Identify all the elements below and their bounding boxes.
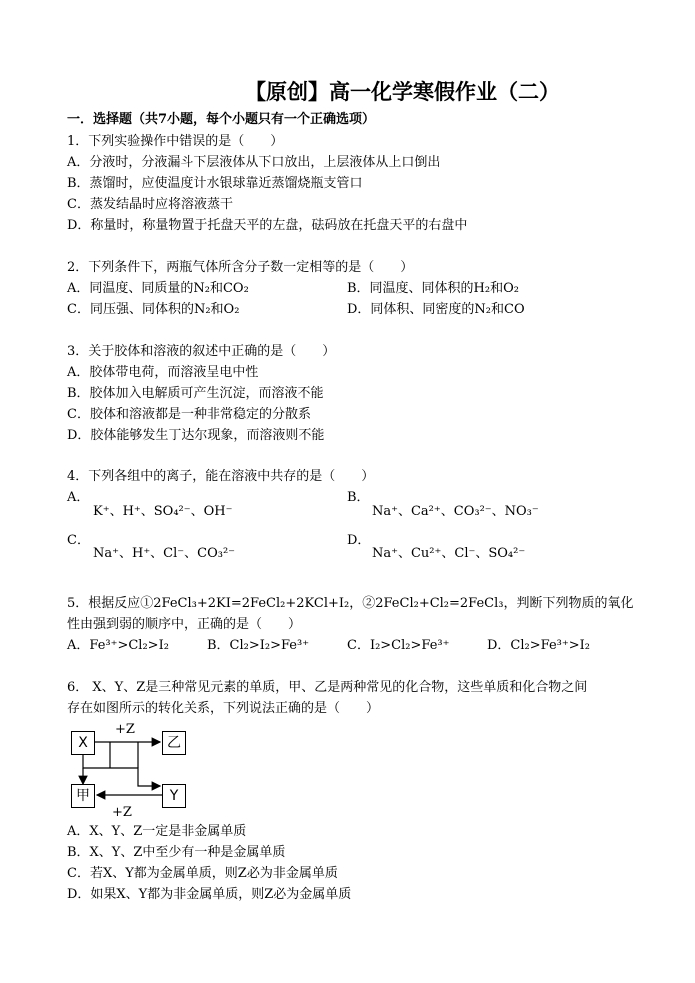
q6-stem-line2: 存在如图所示的转化关系，下列说法正确的是（ ）: [67, 701, 380, 716]
q6-option-d: D．如果X、Y都为非金属单质，则Z必为金属单质: [67, 887, 352, 902]
q2-stem: 2．下列条件下，两瓶气体所含分子数一定相等的是（ ）: [67, 260, 414, 275]
box-yi: 乙: [162, 731, 186, 755]
q5-option-c: C．I₂>Cl₂>Fe³⁺: [347, 638, 450, 653]
box-jia: 甲: [71, 784, 95, 808]
q4-option-c: Na⁺、H⁺、Cl⁻、CO₃²⁻: [93, 546, 236, 561]
section-heading: 一．选择题（共7小题，每个小题只有一个正确选项）: [67, 112, 376, 127]
top-arrow-label: +Z: [115, 722, 135, 737]
q4-label-c: C．: [67, 533, 90, 548]
q5-option-d: D．Cl₂>Fe³⁺>I₂: [487, 638, 590, 653]
q6-stem-line1: 6． X、Y、Z是三种常见元素的单质，甲、乙是两种常见的化合物，这些单质和化合物之间: [67, 680, 588, 695]
q1-option-b: B．蒸馏时，应使温度计水银球靠近蒸馏烧瓶支管口: [67, 176, 363, 191]
q4-option-b: Na⁺、Ca²⁺、CO₃²⁻、NO₃⁻: [372, 504, 539, 519]
q3-stem: 3．关于胶体和溶液的叙述中正确的是（ ）: [67, 344, 336, 359]
q4-label-d: D．: [347, 533, 371, 548]
q2-option-a: A．同温度、同质量的N₂和CO₂: [67, 281, 249, 296]
q5-option-b: B．Cl₂>I₂>Fe³⁺: [207, 638, 310, 653]
q1-option-c: C．蒸发结晶时应将溶液蒸干: [67, 197, 233, 212]
q2-option-c: C．同压强、同体积的N₂和O₂: [67, 302, 240, 317]
q4-label-a: A．: [67, 490, 90, 505]
q3-option-c: C．胶体和溶液都是一种非常稳定的分散系: [67, 407, 311, 422]
q5-stem-line2: 性由强到弱的顺序中，正确的是（ ）: [67, 617, 302, 632]
q2-option-d: D．同体积、同密度的N₂和CO: [347, 302, 525, 317]
q4-stem: 4．下列各组中的离子，能在溶液中共存的是（ ）: [67, 469, 375, 484]
x-to-y-arrow: [83, 753, 160, 786]
q6-option-c: C．若X、Y都为金属单质，则Z必为非金属单质: [67, 866, 338, 881]
q1-option-d: D．称量时，称量物置于托盘天平的左盘，砝码放在托盘天平的右盘中: [67, 218, 468, 233]
q1-option-a: A．分液时，分液漏斗下层液体从下口放出，上层液体从上口倒出: [67, 155, 441, 170]
page-title: 【原创】高一化学寒假作业（二）: [245, 80, 560, 104]
q3-option-a: A．胶体带电荷，而溶液呈电中性: [67, 365, 259, 380]
q2-option-b: B．同温度、同体积的H₂和O₂: [347, 281, 519, 296]
q4-label-b: B．: [347, 490, 370, 505]
bottom-arrow-label: +Z: [112, 805, 132, 820]
q4-option-d: Na⁺、Cu²⁺、Cl⁻、SO₄²⁻: [372, 546, 526, 561]
q5-stem-line1: 5．根据反应①2FeCl₃+2KI=2FeCl₂+2KCl+I₂，②2FeCl₂+Cl₂=2FeCl₃，判断下列物质的氧化: [67, 596, 634, 611]
q6-option-b: B．X、Y、Z中至少有一种是金属单质: [67, 845, 286, 860]
q1-stem: 1．下列实验操作中错误的是（ ）: [67, 134, 284, 149]
q4-option-a: K⁺、H⁺、SO₄²⁻、OH⁻: [93, 504, 233, 519]
q3-option-d: D．胶体能够发生丁达尔现象，而溶液则不能: [67, 428, 325, 443]
q3-option-b: B．胶体加入电解质可产生沉淀，而溶液不能: [67, 386, 324, 401]
box-x: X: [71, 731, 95, 755]
q5-option-a: A．Fe³⁺>Cl₂>I₂: [67, 638, 169, 653]
box-y: Y: [162, 784, 186, 808]
q6-option-a: A．X、Y、Z一定是非金属单质: [67, 824, 247, 839]
